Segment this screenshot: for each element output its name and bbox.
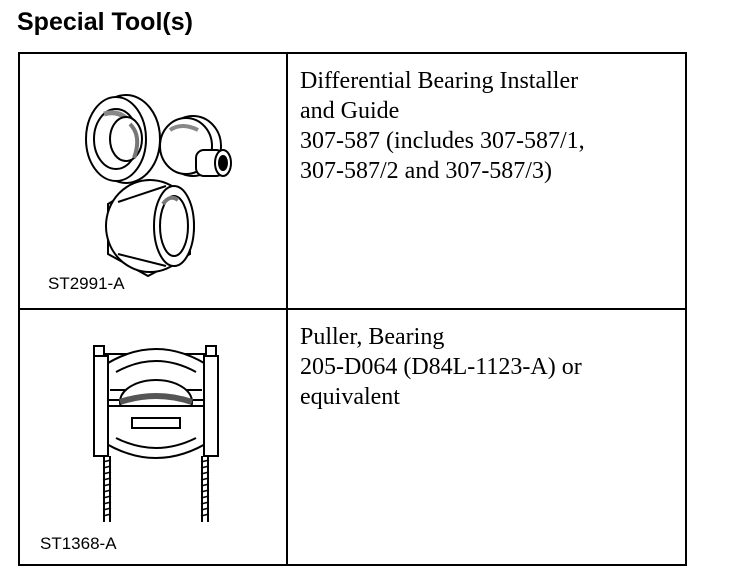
tool-description-cell <box>287 309 686 565</box>
table-row <box>19 309 686 565</box>
tool-code: ST2991-A <box>48 274 125 293</box>
tool-description <box>288 310 685 412</box>
description-line: 307-587 (includes 307-587/1, <box>300 128 585 154</box>
description-line: Puller, Bearing <box>300 324 445 350</box>
page-title: Special Tool(s) <box>17 8 193 36</box>
tool-description <box>288 54 685 186</box>
tool-image-cell <box>19 309 287 565</box>
description-line: 205-D064 (D84L-1123-A) or <box>300 354 582 380</box>
description-line: 307-587/2 and 307-587/3) <box>300 158 552 184</box>
description-line: equivalent <box>300 384 400 410</box>
description-line: and Guide <box>300 98 400 124</box>
differential-bearing-installer-icon <box>20 54 286 308</box>
tool-description-cell <box>287 53 686 309</box>
special-tools-table <box>18 52 687 566</box>
table-row <box>19 53 686 309</box>
tool-code: ST1368-A <box>40 534 117 553</box>
bearing-puller-icon <box>20 310 286 564</box>
tool-image-cell <box>19 53 287 309</box>
description-line: Differential Bearing Installer <box>300 68 579 94</box>
